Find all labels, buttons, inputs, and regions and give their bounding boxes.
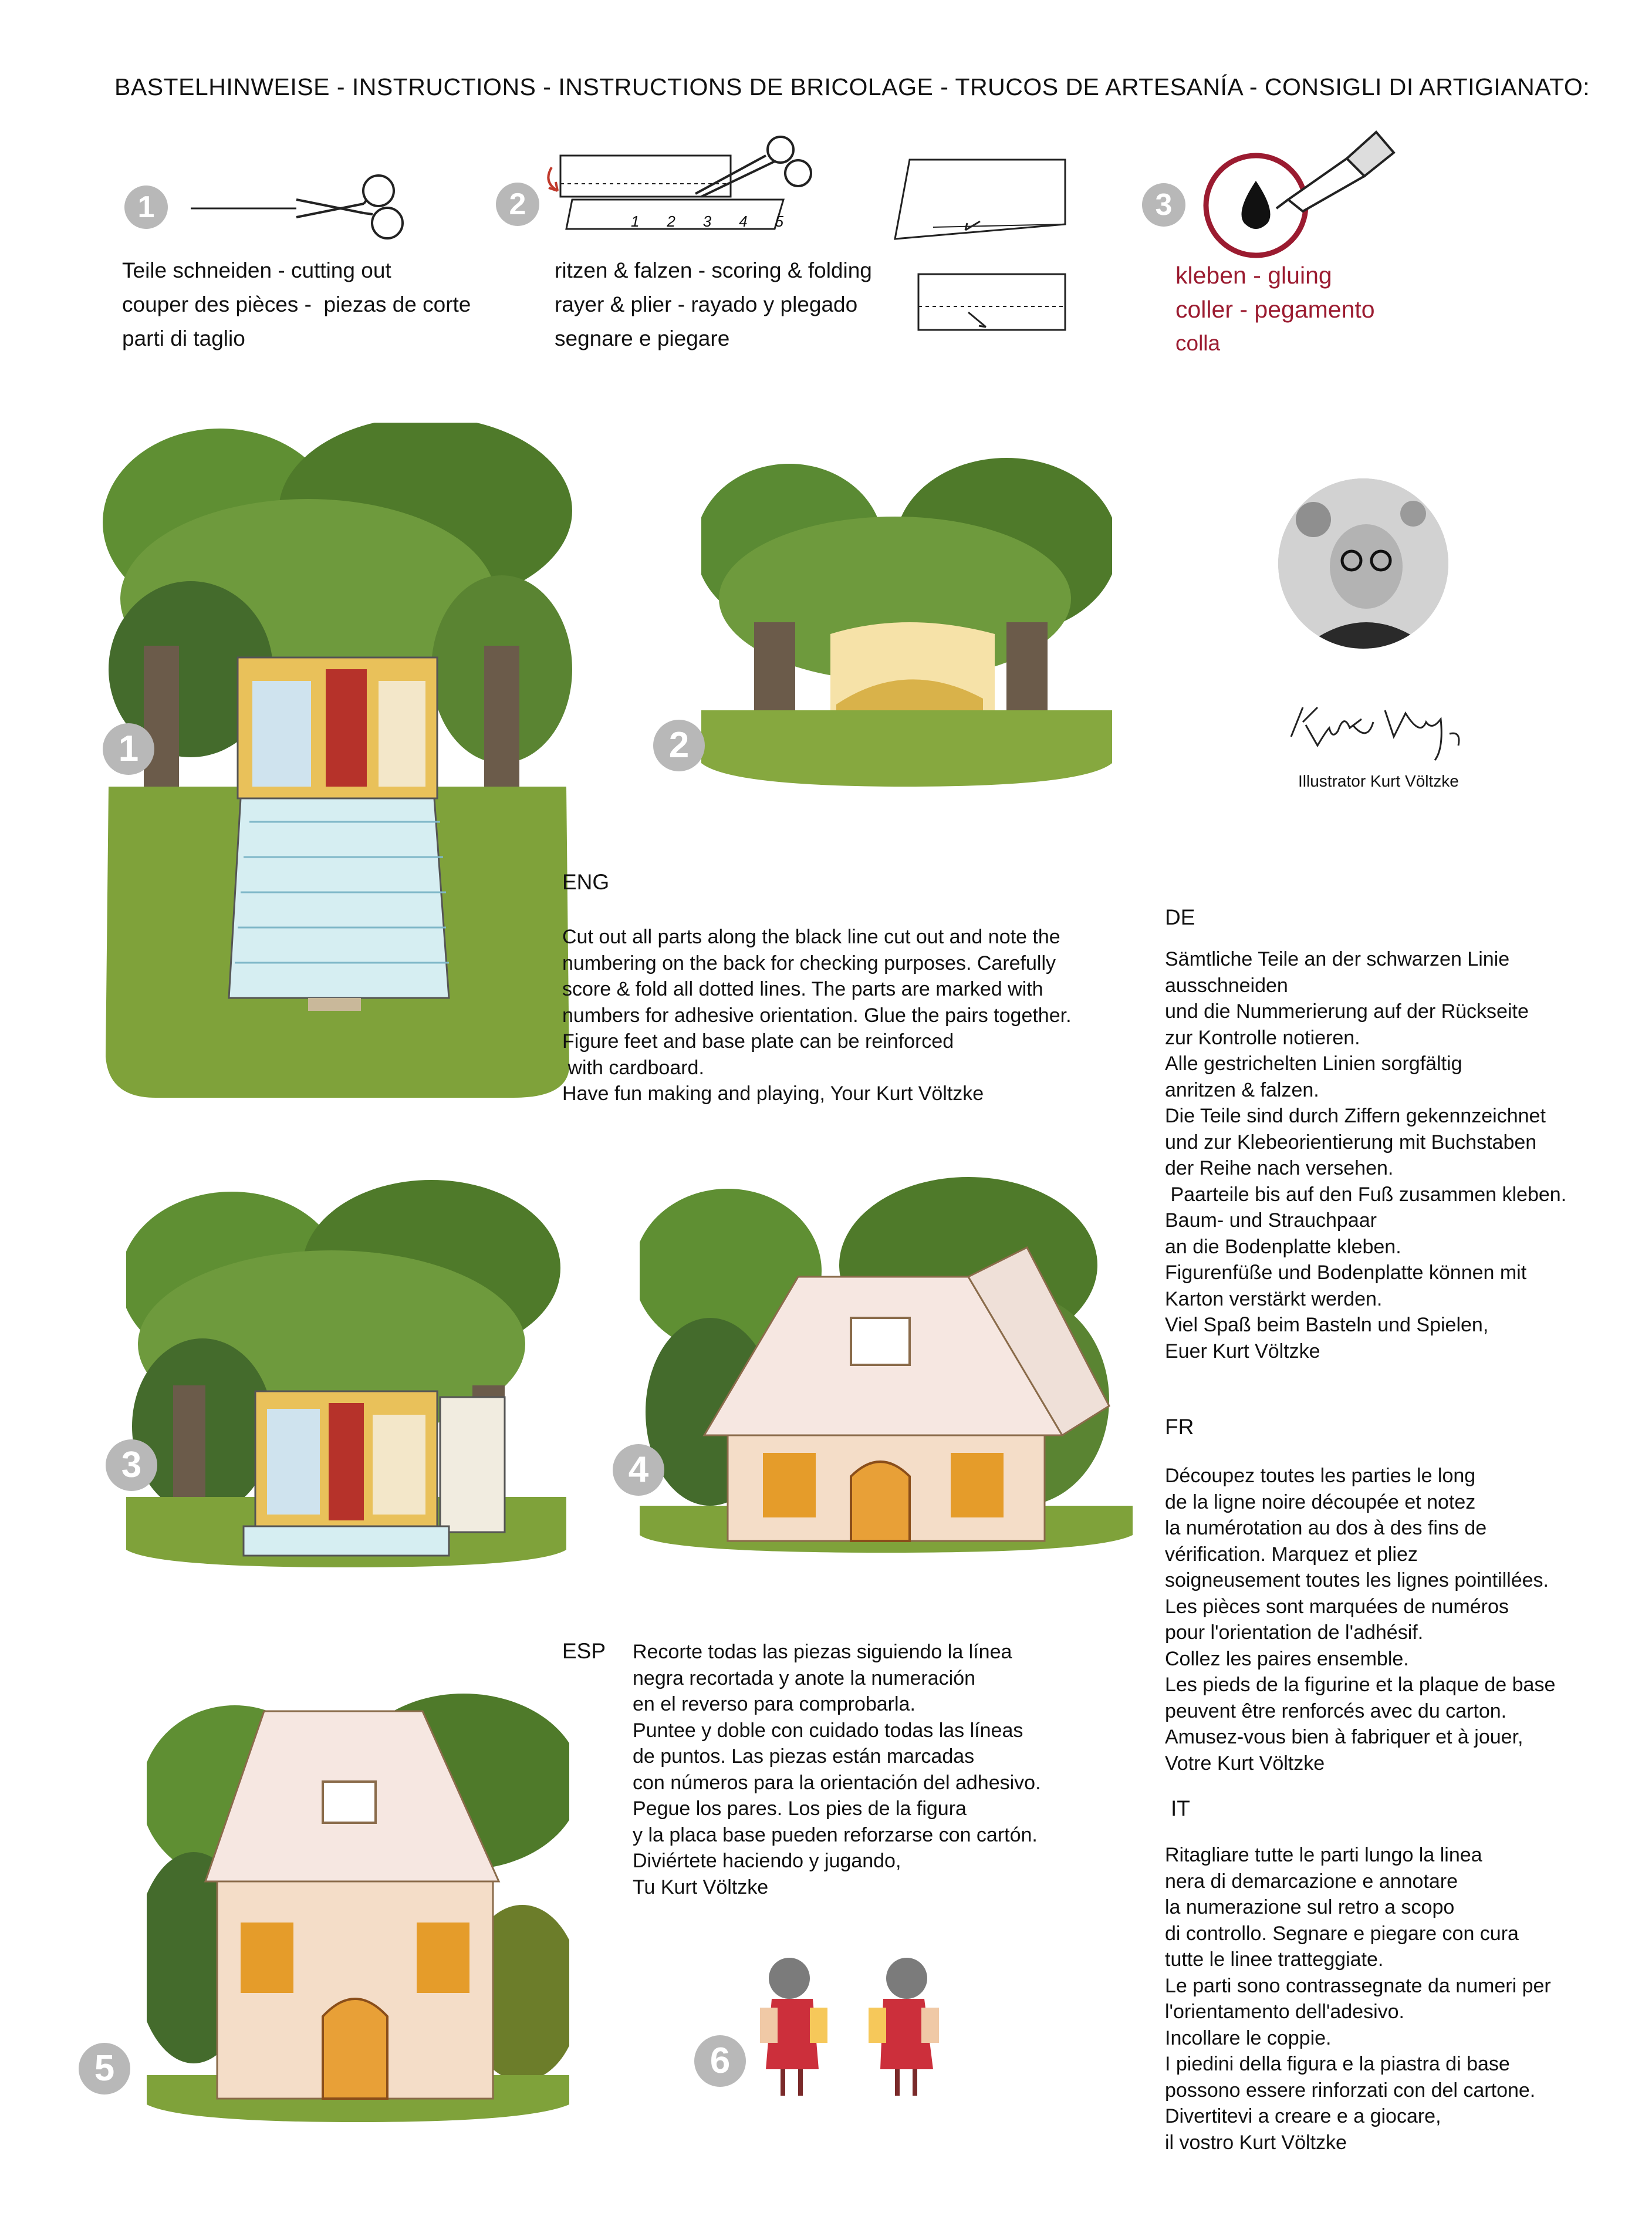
step-badge-1: 1: [103, 723, 154, 775]
author-signature: [1285, 696, 1479, 766]
instructions-fr: Découpez toutes les parties le long de la ligne noire découpée et notez la numérotation au dos à des fins de vérification. Marquez et pliez soigneusement toutes les lignes pointillées. Les pièces sont marquées de numéros pour l'orientation de l'adhésif. Collez les paires ensemble. Les pieds de la figurine et la plaque de base peuvent être renforcés avec du carton. Amusez-vous bien à fabriquer et à jouer, Votre Kurt Völtzke: [1165, 1465, 1556, 1775]
tool-caption-2: ritzen & falzen - scoring & folding rayer & plier - rayado y plegado segnare e piegare: [555, 258, 872, 350]
step-6-figures: [748, 1952, 954, 2104]
tool-step-badge-1: 1: [124, 186, 168, 229]
step-badge-3: 3: [106, 1439, 157, 1491]
step-badge-5: 5: [79, 2043, 130, 2095]
instructions-esp: Recorte todas las piezas siguiendo la línea negra recortada y anote la numeración en el reverso para comprobarla. Puntee y doble con cuidado todas las líneas de puntos. Las piezas están marcadas con números para la orientación del adhesivo. Pegue los pares. Los pies de la figura y la placa base pueden reforzarse con cartón. Diviértete haciendo y jugando, Tu Kurt Völtzke: [633, 1641, 1041, 1898]
scissors-cut-line-icon: [188, 167, 423, 244]
step-2-illustration: [701, 458, 1112, 810]
lang-label-de: DE: [1165, 905, 1195, 929]
author-photo: [1278, 478, 1448, 649]
instructions-eng: Cut out all parts along the black line cut out and note the numbering on the back for checking purposes. Carefully score & fold all dotted lines. The parts are marked with numbers for adhesive orientation. Glue the pairs together. Figure feet and base plate can be reinforced with cardboard. Have fun making and playing, Your Kurt Völtzke: [562, 926, 1072, 1105]
instructions-it: Ritagliare tutte le parti lungo la linea nera di demarcazione e annotare la numerazione sul retro a scopo di controllo. Segnare e piegare con cura tutte le linee tratteggiate. Le parti sono contrassegnate da numeri per l'orientamento dell'adesivo. Incollare le coppie. I piedini della figura e la piastra di base possono essere rinforzati con del cartone. Divertitevi a creare e a giocare, il vostro Kurt Völtzke: [1165, 1844, 1551, 2154]
step-badge-4: 4: [613, 1444, 664, 1496]
lang-label-eng: ENG: [562, 870, 610, 894]
step-badge-6: 6: [694, 2035, 746, 2087]
step-3-illustration: [126, 1180, 566, 1567]
instructions-de: Sämtliche Teile an der schwarzen Linie ausschneiden und die Nummerierung auf der Rückseite zur Kontrolle notieren. Alle gestrichelten Linien sorgfältig anritzen & falzen. Die Teile sind durch Ziffern gekennzeichnet und zur Klebeorientierung mit Buchstaben der Reihe nach versehen. Paarteile bis auf den Fuß zusammen kleben. Baum- und Strauchpaar an die Bodenplatte kleben. Figurenfüße und Bodenplatte können mit Karton verstärkt werden. Viel Spaß beim Basteln und Spielen, Euer Kurt Völtzke: [1165, 948, 1567, 1362]
author-caption: Illustrator Kurt Völtzke: [1298, 772, 1459, 790]
step-4-illustration: [640, 1177, 1133, 1553]
glue-tube-icon: [1200, 123, 1400, 276]
step-1-illustration: [103, 423, 572, 1104]
lang-label-it: IT: [1171, 1796, 1190, 1820]
tool-step-badge-2: 2: [496, 183, 539, 226]
lang-label-esp: ESP: [562, 1639, 606, 1663]
step-badge-2: 2: [653, 720, 705, 771]
page-title: BASTELHINWEISE - INSTRUCTIONS - INSTRUCTIONS DE BRICOLAGE - TRUCOS DE ARTESANÍA - CONSIGLI DI ARTIGIANATO:: [114, 73, 1590, 100]
step-5-illustration: [147, 1688, 569, 2122]
folding-diagram-icon: [892, 154, 1068, 348]
tool-caption-3: kleben - gluing coller - pegamento colla: [1175, 262, 1375, 355]
ruler-numbers: 1 2 3 4 5: [631, 213, 783, 230]
lang-label-fr: FR: [1165, 1415, 1194, 1439]
tool-caption-1: Teile schneiden - cutting out couper des pièces - piezas de corte parti di taglio: [122, 258, 471, 350]
tool-step-badge-3: 3: [1142, 183, 1185, 227]
